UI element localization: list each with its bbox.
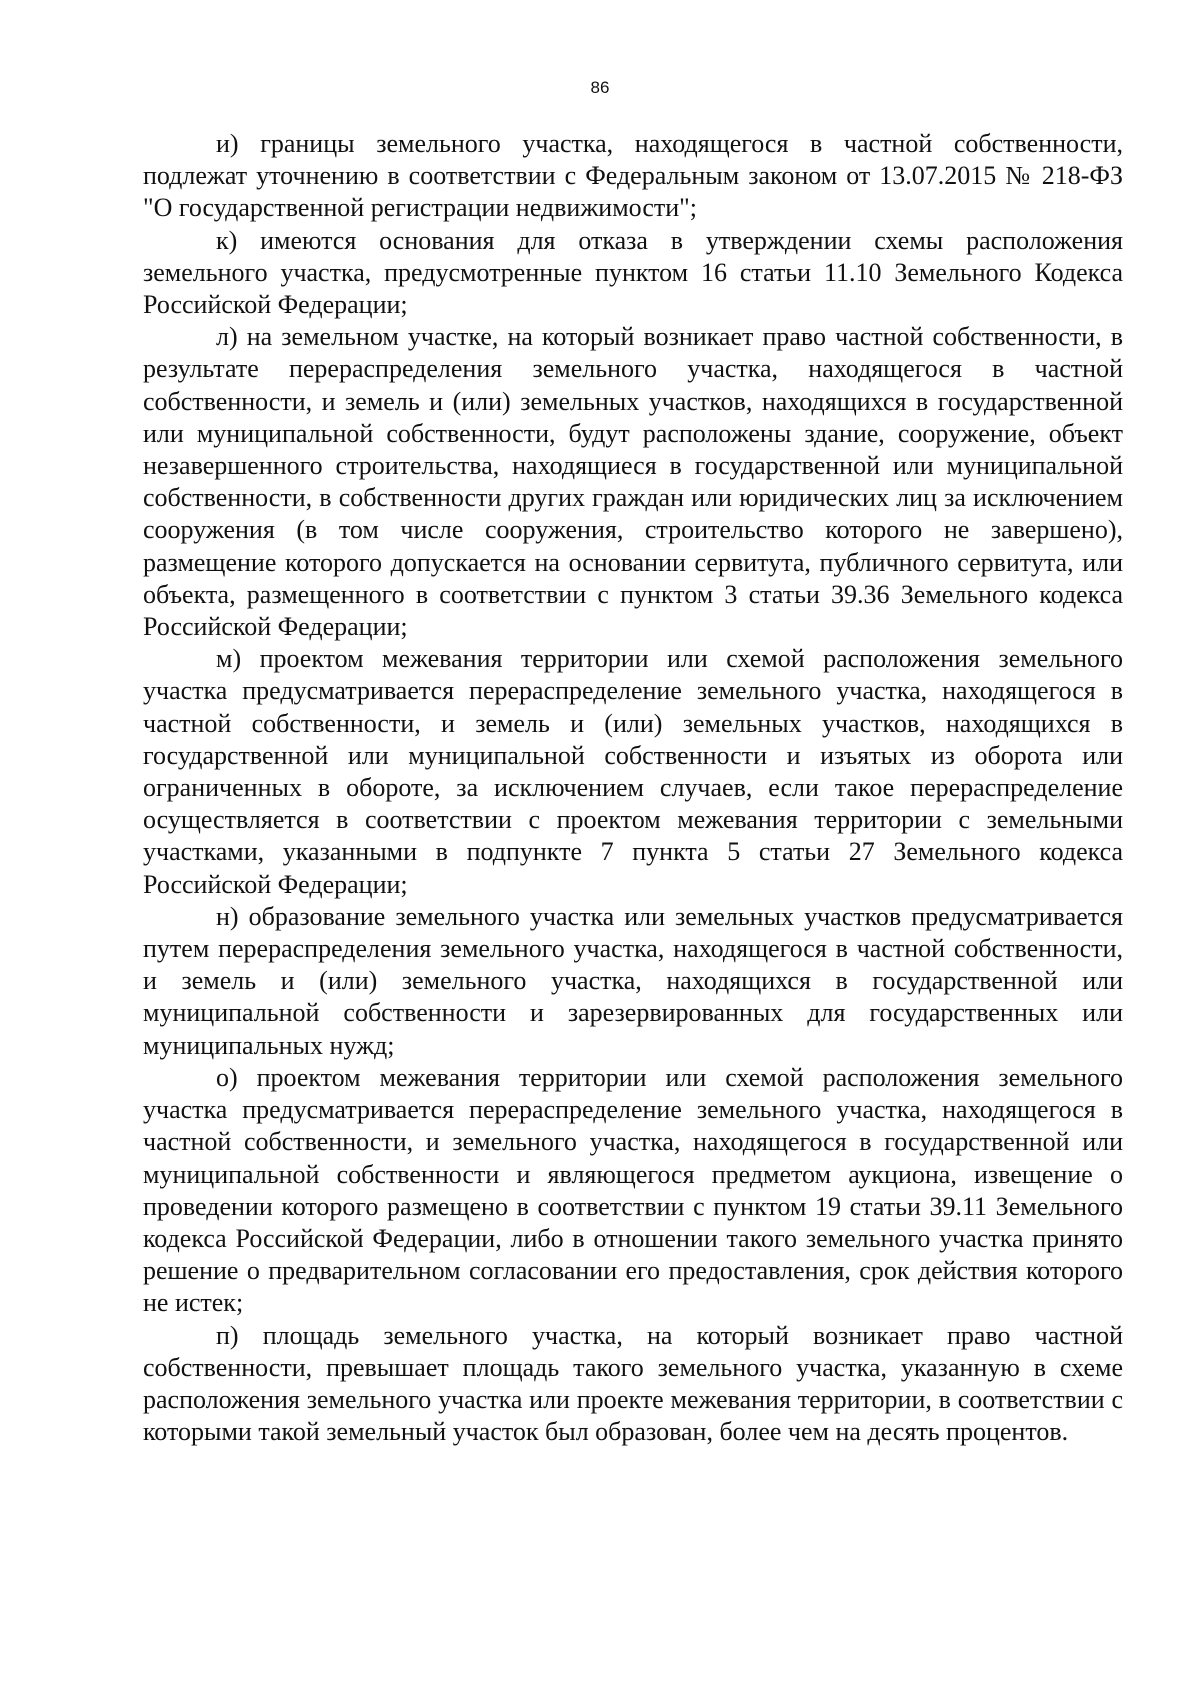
paragraph-text: проектом межевания территории или схемой расположения земельного участка предусматривается перераспределение земельного участка, находящегося в частной собственности, и земельного участка, находящегося в государственной или муниципальной собственности и являющегося предметом аукциона, извещение о проведении которого размещено в соответствии с пунктом 19 статьи 39.11 Земельного кодекса Российской Федерации, либо в отношении такого земельного участка принято решение о предварительном согласовании его предоставления, срок действия которого не истек; — [143, 1062, 1123, 1318]
paragraph-text: имеются основания для отказа в утверждении схемы расположения земельного участка, предусмотренные пунктом 16 статьи 11.10 Земельного Кодекса Российской Федерации; — [143, 225, 1124, 320]
paragraph-n — [143, 901, 1123, 1062]
paragraph-marker: и) — [216, 129, 239, 158]
paragraph-i — [143, 128, 1123, 225]
paragraph-marker: п) — [216, 1320, 239, 1350]
page-number: 86 — [590, 78, 610, 97]
paragraph-marker: к) — [216, 225, 238, 255]
paragraph-text: образование земельного участка или земельных участков предусматривается путем перераспределения земельного участка, находящегося в частной собственности, и земель и (или) земельного участка, находящихся в государственной или муниципальной собственности и зарезервированных для государственных или муниципальных нужд; — [143, 901, 1124, 1060]
paragraph-marker: м) — [216, 644, 242, 674]
paragraph-text: площадь земельного участка, на который возникает право частной собственности, превышает площадь такого земельного участка, указанную в схеме расположения земельного участка или проекте межевания территории, в соответствии с которыми такой земельный участок был образован, более чем на десять процентов. — [143, 1320, 1123, 1447]
paragraph-marker: о) — [216, 1062, 238, 1092]
paragraph-o — [143, 1062, 1123, 1320]
paragraph-k — [143, 225, 1123, 322]
paragraph-text: проектом межевания территории или схемой расположения земельного участка предусматривается перераспределение земельного участка, находящегося в частной собственности, и земель и (или) земельных участков, находящихся в государственной или муниципальной собственности и изъятых из оборота или ограниченных в обороте, за исключением случаев, если такое перераспределение осуществляется в соответствии с проектом межевания территории с земельными участками, указанными в подпункте 7 пункта 5 статьи 27 Земельного кодекса Российской Федерации; — [143, 644, 1124, 899]
paragraph-text: на земельном участке, на который возникает право частной собственности, в результате перераспределения земельного участка, находящегося в частной собственности, и земель и (или) земельных участков, находящихся в государственной или муниципальной собственности, будут расположены здание, сооружение, объект незавершенного строительства, находящиеся в государственной или муниципальной собственности, в собственности других граждан или юридических лиц за исключением сооружения (в том числе сооружения, строительство которого не завершено), размещение которого допускается на основании сервитута, публичного сервитута, или объекта, размещенного в соответствии с пунктом 3 статьи 39.36 Земельного кодекса Российской Федерации; — [143, 322, 1124, 642]
paragraph-text: границы земельного участка, находящегося в частной собственности, подлежат уточнению в соответствии с Федеральным законом от 13.07.2015 № 218-ФЗ "О государственной регистрации недвижимости"; — [143, 129, 1123, 223]
paragraph-m — [143, 643, 1123, 901]
document-body — [143, 128, 1123, 1448]
paragraph-p — [143, 1320, 1123, 1449]
paragraph-marker: н) — [216, 901, 239, 931]
paragraph-l — [143, 321, 1123, 643]
paragraph-marker: л) — [216, 322, 238, 352]
